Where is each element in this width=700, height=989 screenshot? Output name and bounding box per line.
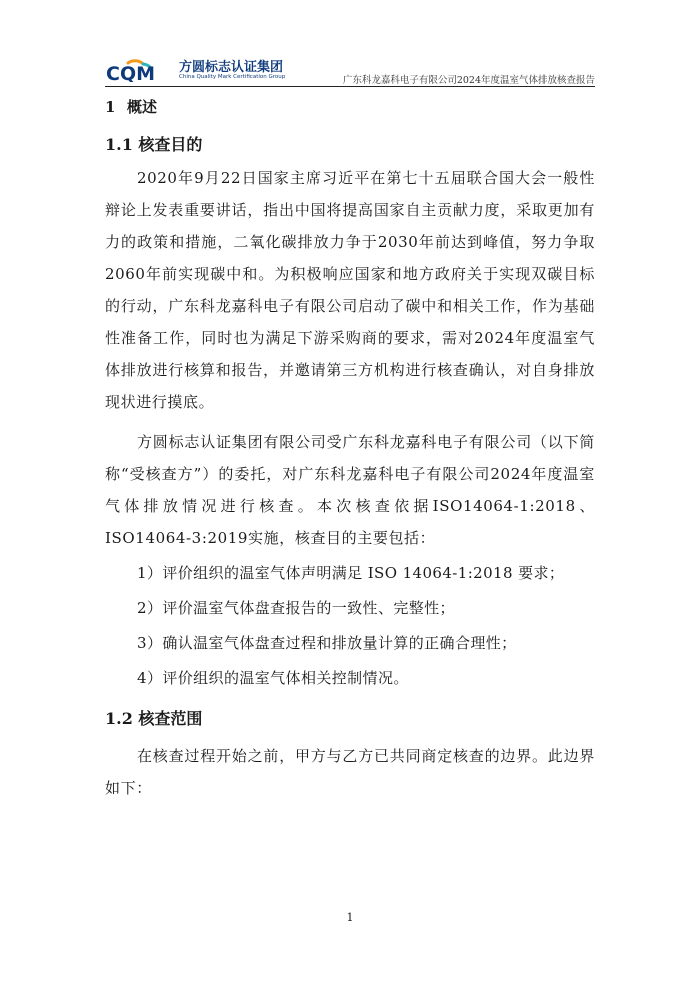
document-body: [105, 94, 595, 804]
section-1-2-heading: 1.2 核查范围: [105, 709, 203, 728]
purpose-item-3: 3）确认温室气体盘查过程和排放量计算的正确合理性；: [137, 634, 517, 652]
purpose-paragraph-2: 方圆标志认证集团有限公司受广东科龙嘉科电子有限公司（以下简称“受核查方”）的委托，对广东科龙嘉科电子有限公司2024年度温室气体排放情况进行核查。本次核查依据ISO14064-1:2018、ISO14064-3:2019实施，核查目的主要包括：: [105, 433, 595, 547]
section-1-number: 1: [105, 98, 116, 116]
scope-paragraph-1: 在核查过程开始之前，甲方与乙方已共同商定核查的边界。此边界如下：: [105, 747, 595, 797]
section-1-1-heading: 1.1 核查目的: [105, 135, 203, 154]
page-header: [105, 52, 595, 86]
logo-letters: CQM: [106, 63, 156, 82]
purpose-item-4: 4）评价组织的温室气体相关控制情况。: [137, 669, 409, 687]
purpose-item-2: 2）评价温室气体盘查报告的一致性、完整性；: [137, 599, 455, 617]
header-divider: [105, 86, 595, 87]
logo-name-en: China Quality Mark Certification Group: [179, 74, 286, 80]
logo-name-cn: 方圆标志认证集团: [179, 60, 284, 75]
purpose-item-1: 1）评价组织的温室气体声明满足 ISO 14064-1:2018 要求；: [137, 564, 565, 582]
cqm-logo-icon: [105, 54, 175, 82]
section-1-heading: [105, 94, 595, 128]
purpose-paragraph-1: 2020年9月22日国家主席习近平在第七十五届联合国大会一般性辩论上发表重要讲话，指出中国将提高国家自主贡献力度，采取更加有力的政策和措施，二氧化碳排放力争于2030年前达到峰值，努力争取2060年前实现碳中和。为积极响应国家和地方政府关于实现双碳目标的行动，广东科龙嘉科电子有限公司启动了碳中和相关工作，作为基础性准备工作，同时也为满足下游采购商的要求，需对2024年度温室气体排放进行核算和报告，并邀请第三方机构进行核查确认，对自身排放现状进行摸底。: [105, 169, 595, 411]
page-number: 1: [346, 911, 354, 924]
header-title: 广东科龙嘉科电子有限公司2024年度温室气体排放核查报告: [342, 75, 595, 86]
section-1-title: 概述: [127, 98, 158, 116]
